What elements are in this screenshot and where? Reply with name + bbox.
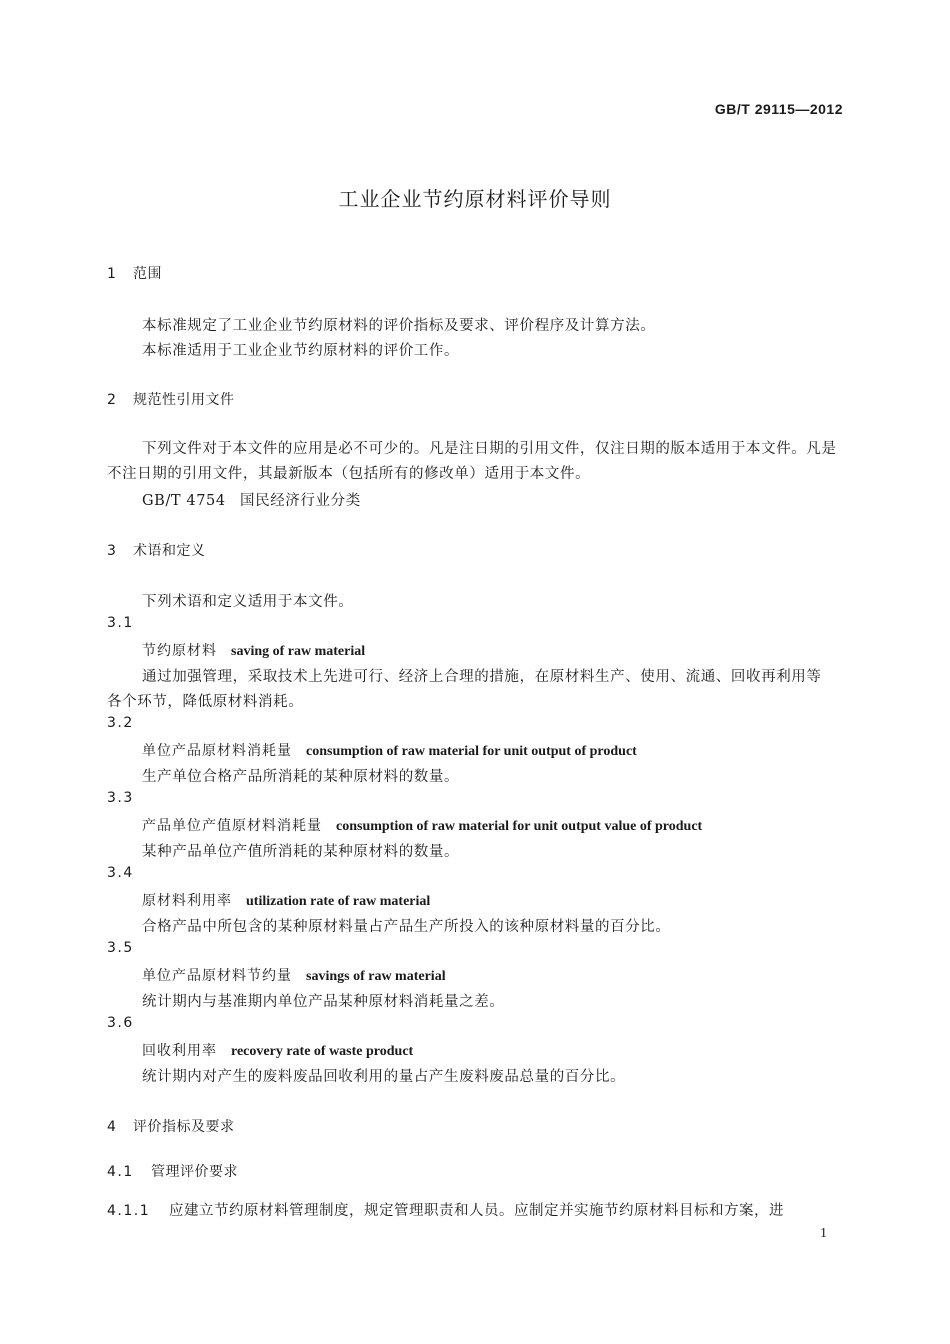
term-number: 3.3 <box>107 790 134 806</box>
term-number: 3.6 <box>107 1015 134 1031</box>
section-title: 规范性引用文件 <box>133 392 235 408</box>
term-definition: 统计期内与基准期内单位产品某种原材料消耗量之差。 <box>142 994 505 1010</box>
section-title: 术语和定义 <box>133 543 206 559</box>
section-4-heading <box>107 1116 235 1136</box>
term-entry <box>142 815 702 835</box>
subsection-number: 4.1 <box>107 1164 134 1180</box>
section-number: 2 <box>107 392 117 408</box>
paragraph: 下列术语和定义适用于本文件。 <box>142 594 354 610</box>
clause-4-1-1 <box>107 1199 784 1220</box>
term-number: 3.5 <box>107 940 134 956</box>
subsection-title: 管理评价要求 <box>151 1164 238 1180</box>
section-number: 1 <box>107 266 117 282</box>
term-english: consumption of raw material for unit output of product <box>306 744 637 759</box>
term-number: 3.4 <box>107 865 134 881</box>
term-chinese: 原材料利用率 <box>142 893 232 909</box>
section-1-heading <box>107 263 162 283</box>
term-number: 3.1 <box>107 615 134 631</box>
term-chinese: 回收利用率 <box>142 1043 217 1059</box>
section-3-heading <box>107 540 206 560</box>
reference-title: 国民经济行业分类 <box>240 493 361 509</box>
standard-number: GB/T 29115—2012 <box>714 101 843 117</box>
section-title: 范围 <box>133 266 162 282</box>
term-chinese: 单位产品原材料节约量 <box>142 968 292 984</box>
term-number: 3.2 <box>107 715 134 731</box>
clause-number: 4.1.1 <box>107 1203 151 1219</box>
term-entry <box>142 640 365 660</box>
term-entry <box>142 740 637 760</box>
section-title: 评价指标及要求 <box>133 1119 235 1135</box>
term-chinese: 单位产品原材料消耗量 <box>142 743 292 759</box>
term-definition: 统计期内对产生的废料废品回收利用的量占产生废料废品总量的百分比。 <box>142 1069 626 1085</box>
section-number: 4 <box>107 1119 117 1135</box>
paragraph: 下列文件对于本文件的应用是必不可少的。凡是注日期的引用文件，仅注日期的版本适用于本文件。凡是不注日期的引用文件，其最新版本（包括所有的修改单）适用于本文件。 <box>107 441 837 482</box>
paragraph: 本标准规定了工业企业节约原材料的评价指标及要求、评价程序及计算方法。 <box>142 318 656 334</box>
clause-text: 应建立节约原材料管理制度，规定管理职责和人员。应制定并实施节约原材料目标和方案，进 <box>169 1203 784 1219</box>
document-title: 工业企业节约原材料评价导则 <box>338 187 612 211</box>
term-entry <box>142 965 446 985</box>
reference-code: GB/T 4754 <box>142 493 226 509</box>
term-definition: 通过加强管理，采取技术上先进可行、经济上合理的措施，在原材料生产、使用、流通、回收再利用等 <box>142 669 822 685</box>
page-number: 1 <box>820 1226 827 1241</box>
term-definition: 合格产品中所包含的某种原材料量占产品生产所投入的该种原材料量的百分比。 <box>142 919 671 935</box>
term-english: utilization rate of raw material <box>246 894 431 909</box>
normative-reference <box>142 489 361 510</box>
term-chinese: 节约原材料 <box>142 643 217 659</box>
section-number: 3 <box>107 543 117 559</box>
term-english: consumption of raw material for unit output value of product <box>336 819 703 834</box>
term-english: saving of raw material <box>231 644 366 659</box>
term-english: recovery rate of waste product <box>231 1044 414 1059</box>
term-entry <box>142 1040 413 1060</box>
term-entry <box>142 890 430 910</box>
term-definition: 生产单位合格产品所消耗的某种原材料的数量。 <box>142 769 460 785</box>
paragraph: 本标准适用于工业企业节约原材料的评价工作。 <box>142 343 460 359</box>
section-2-heading <box>107 389 235 409</box>
subsection-4-1-heading <box>107 1161 238 1181</box>
term-definition: 某种产品单位产值所消耗的某种原材料的数量。 <box>142 844 460 860</box>
term-definition-continued: 各个环节，降低原材料消耗。 <box>107 694 304 710</box>
term-english: savings of raw material <box>306 969 446 984</box>
term-chinese: 产品单位产值原材料消耗量 <box>142 818 322 834</box>
